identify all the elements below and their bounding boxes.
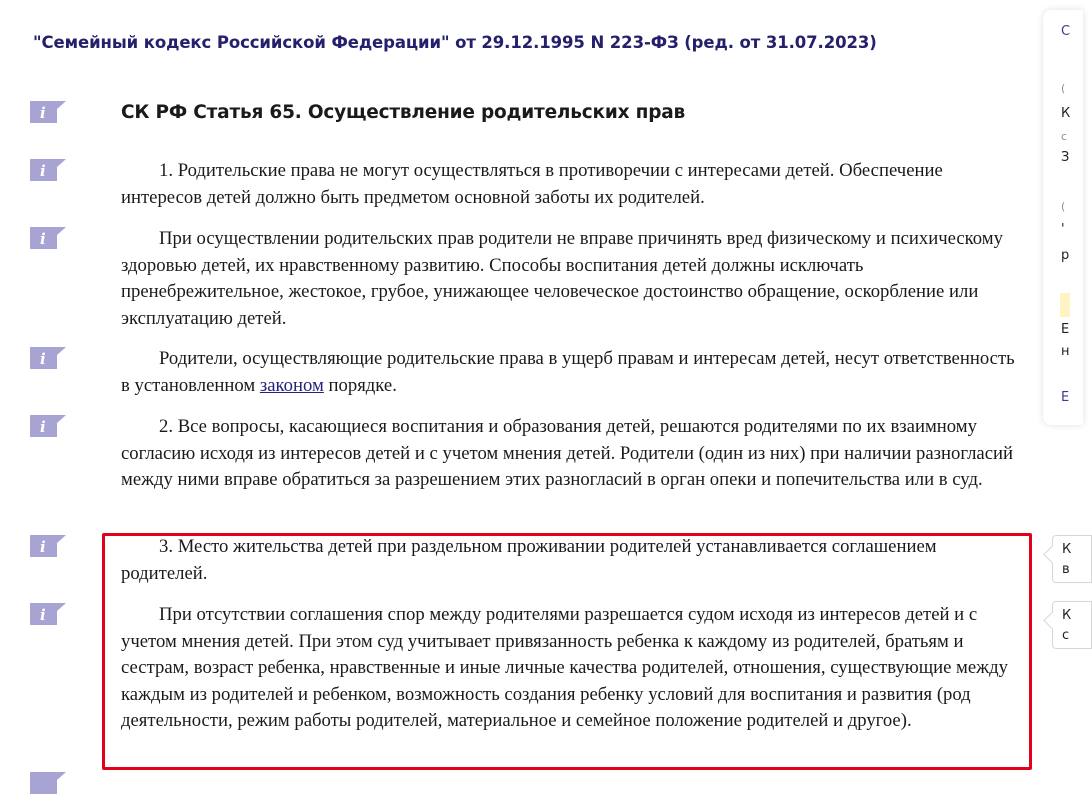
info-flag-icon xyxy=(29,100,67,124)
info-marker-p2[interactable] xyxy=(29,226,67,250)
side-panel-text: Е xyxy=(1061,322,1070,337)
note-text: в xyxy=(1062,562,1070,577)
document-title-link[interactable]: "Семейный кодекс Российской Федерации" от 29.12.1995 N 223-ФЗ (ред. от 31.07.2023) xyxy=(33,33,877,52)
info-flag-icon xyxy=(29,414,67,438)
side-panel-text: н xyxy=(1061,344,1070,359)
info-flag-icon xyxy=(29,602,67,626)
side-panel-text: с xyxy=(1061,130,1068,143)
article-paragraph xyxy=(121,346,1026,399)
side-panel-text: ( xyxy=(1061,200,1066,213)
side-panel-text: ' xyxy=(1061,222,1065,237)
article-title: СК РФ Статья 65. Осуществление родительских прав xyxy=(121,102,686,123)
info-marker-label: i xyxy=(40,418,46,436)
note-callout[interactable] xyxy=(1052,535,1092,583)
note-callout[interactable] xyxy=(1052,601,1092,649)
info-marker-label: i xyxy=(40,104,46,122)
info-flag-icon xyxy=(29,534,67,558)
side-panel-link[interactable]: Е xyxy=(1061,390,1070,405)
info-marker-label: i xyxy=(40,350,46,368)
info-flag-icon xyxy=(29,771,67,795)
info-marker-p4[interactable] xyxy=(29,414,67,438)
info-marker-p1[interactable] xyxy=(29,158,67,182)
side-panel-text: К xyxy=(1061,106,1071,121)
info-marker-label: i xyxy=(40,230,46,248)
paragraph-text: порядке. xyxy=(323,374,397,396)
side-panel-text[interactable]: С xyxy=(1061,24,1071,39)
article-paragraph: 2. Все вопросы, касающиеся воспитания и образования детей, решаются родителями по их взаимному согласию исходя из интересов детей и с учетом мнения детей. Родители (один из них) при наличии разногласий между ними вправе обратиться за разрешением этих разногласий в орган опеки и попечительства или в суд. xyxy=(121,416,1014,490)
info-marker-title[interactable] xyxy=(29,100,67,124)
info-flag-icon xyxy=(29,346,67,370)
side-panel-text: ( xyxy=(1061,82,1066,95)
note-text: К xyxy=(1062,542,1072,557)
info-flag-icon xyxy=(29,158,67,182)
info-marker-label: i xyxy=(40,538,46,556)
note-text: К xyxy=(1062,608,1072,623)
law-link[interactable]: законом xyxy=(259,374,324,396)
paragraph-text: Родители, осуществляющие родительские права в ущерб правам и интересам детей, несут ответственность в установленном xyxy=(121,348,1015,396)
article-paragraph: При отсутствии соглашения спор между родителями разрешается судом исходя из интересов детей и с учетом мнения детей. При этом суд учитывает привязанность ребенка к каждому из родителей, братьям и сестрам, возраст ребенка, нравственные и иные личные качества родителей, отношения, существующие между каждым из родителей и ребенком, возможность создания ребенку условий для воспитания и развития (род деятельности, режим работы родителей, материальное и семейное положение родителей и другое). xyxy=(121,604,1008,731)
info-marker-p5[interactable] xyxy=(29,534,67,558)
article-paragraph: 3. Место жительства детей при раздельном проживании родителей устанавливается соглашением родителей. xyxy=(121,536,937,584)
info-marker-p6[interactable] xyxy=(29,602,67,626)
side-panel-highlight xyxy=(1060,293,1070,317)
side-panel xyxy=(1043,10,1083,425)
info-marker-p3[interactable] xyxy=(29,346,67,370)
info-marker-label: i xyxy=(40,162,46,180)
info-marker-label: i xyxy=(40,606,46,624)
article-paragraph: 1. Родительские права не могут осуществляться в противоречии с интересами детей. Обеспечение интересов детей должно быть предметом основной заботы их родителей. xyxy=(121,160,943,208)
note-text: с xyxy=(1062,628,1070,643)
side-panel-text: З xyxy=(1061,150,1070,165)
info-marker-p7[interactable] xyxy=(29,771,67,795)
side-panel-text: р xyxy=(1061,248,1070,263)
article-paragraph: При осуществлении родительских прав родители не вправе причинять вред физическому и психическому здоровью детей, их нравственному развитию. Способы воспитания детей должны исключать пренебрежительное, жестокое, грубое, унижающее человеческое достоинство обращение, оскорбление или эксплуатацию детей. xyxy=(121,228,1003,329)
info-flag-icon xyxy=(29,226,67,250)
